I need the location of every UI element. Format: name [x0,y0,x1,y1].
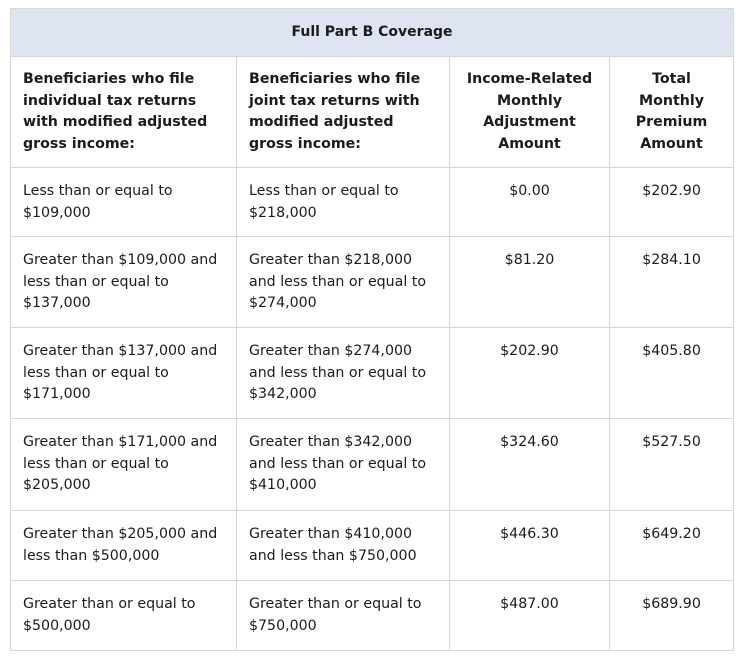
cell-irmaa: $324.60 [450,419,610,511]
cell-total: $649.20 [610,511,734,581]
header-individual: Beneficiaries who file individual tax returns with modified adjusted gross income: [11,57,237,168]
table-row [11,581,734,651]
header-row [11,57,734,168]
cell-individual: Greater than $171,000 and less than or equal to $205,000 [11,419,237,511]
cell-individual: Greater than or equal to $500,000 [11,581,237,651]
header-irmaa: Income-Related Monthly Adjustment Amount [450,57,610,168]
cell-joint: Less than or equal to $218,000 [237,168,450,237]
table-caption: Full Part B Coverage [11,9,734,57]
cell-joint: Greater than $218,000 and less than or equal to $274,000 [237,237,450,328]
cell-irmaa: $202.90 [450,328,610,419]
header-total: Total Monthly Premium Amount [610,57,734,168]
header-joint: Beneficiaries who file joint tax returns with modified adjusted gross income: [237,57,450,168]
cell-individual: Greater than $205,000 and less than $500,000 [11,511,237,581]
cell-total: $527.50 [610,419,734,511]
cell-individual: Greater than $109,000 and less than or equal to $137,000 [11,237,237,328]
cell-irmaa: $0.00 [450,168,610,237]
cell-joint: Greater than $274,000 and less than or equal to $342,000 [237,328,450,419]
table-row [11,511,734,581]
part-b-premium-table [10,8,734,651]
table-row [11,328,734,419]
table-row [11,419,734,511]
cell-irmaa: $446.30 [450,511,610,581]
cell-total: $284.10 [610,237,734,328]
cell-irmaa: $81.20 [450,237,610,328]
cell-individual: Greater than $137,000 and less than or equal to $171,000 [11,328,237,419]
table-row [11,168,734,237]
cell-total: $405.80 [610,328,734,419]
cell-total: $689.90 [610,581,734,651]
cell-joint: Greater than $342,000 and less than or equal to $410,000 [237,419,450,511]
cell-total: $202.90 [610,168,734,237]
cell-irmaa: $487.00 [450,581,610,651]
cell-individual: Less than or equal to $109,000 [11,168,237,237]
table-row [11,237,734,328]
cell-joint: Greater than or equal to $750,000 [237,581,450,651]
cell-joint: Greater than $410,000 and less than $750,000 [237,511,450,581]
premium-table-container [10,8,734,651]
